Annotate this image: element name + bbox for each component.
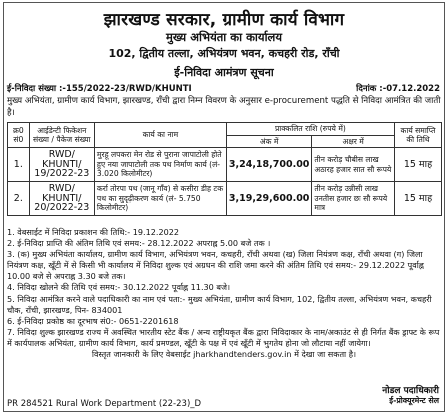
pr-number: PR 284521 Rural Work Department (22-23)_D	[7, 399, 202, 409]
govt-department-title: झारखण्ड सरकार, ग्रामीण कार्य विभाग	[103, 10, 345, 30]
tender-reference-number: ई-निविदा संख्या :-155/2022-23/RWD/KHUNTI	[7, 84, 192, 94]
point-fee-draft: 7. निविदा शुल्क झारखण्ड राज्य में अवस्थित भारतीय स्टेट बैंक / अन्य राष्ट्रीयकृत बैंक द्वारा निविदाकार के नाम/अकाउंट से ही निर्गत बैंक ड्राफ्ट के रूप में कार्यपालक अभियंता, ग्रामीण कार्य विभाग, कार्य प्रमण्डल, खूँटी के पक्ष में एवं खूँटी में भुगतेय होना जो लौटाया नहीं जायेगा।	[7, 326, 440, 348]
row-work-name: मुरहू लपकरा मेन रोड से पुराना जापाटोली होते हुए नया जापाटोली तक पथ निर्माण कार्य (लं- 3.020 किलोमीटर)	[94, 148, 226, 182]
row-serial: 2.	[8, 182, 30, 216]
table-row	[8, 148, 442, 182]
row-serial: 1.	[8, 148, 30, 182]
signatory-title: नोडल पदाधिकारी	[382, 386, 439, 396]
col-id-header: आईडेन्टी फिकेशन संख्या / पैकेज संख्या	[29, 123, 94, 148]
row-completion-time: 15 माह	[394, 148, 441, 182]
notice-title: ई-निविदा आमंत्रण सूचना	[174, 66, 274, 79]
row-id: RWD/ KHUNTI/ 19/2022-23	[29, 148, 94, 182]
col-serial-header: क्र0 सं0	[8, 123, 30, 148]
point-inviting-officer: 5. निविदा आमंत्रित करने वाले पदाधिकारी का नाम एवं पता:- मुख्य अभियंता, ग्रामीण कार्य विभाग, 102, द्वितीय तल्ला, अभियंत्रण भवन, कचहरी चौक, राँची, झारखण्ड, पिन- 834001	[7, 293, 432, 315]
point-phone: 6. ई-निविदा प्रकोष्ठ का दूरभाष सं0:- 0651-2201618	[7, 315, 179, 326]
col-work-header: कार्य का नाम	[94, 123, 226, 148]
col-cost-header: प्राक्कलित राशि (रुपये में)	[226, 123, 394, 136]
intro-text: मुख्य अभियंता, ग्रामीण कार्य विभाग, झारखण्ड, राँची द्वारा निम्न विवरण के अनुसार e-procurement पद्धति से निविदा आमंत्रित की जाती है।	[7, 96, 441, 118]
point-fee-deposit: 3. (क) मुख्य अभियंता कार्यालय, ग्रामीण कार्य विभाग, अभियंत्रण भवन, कचहरी, राँची अथवा (ख) जिला नियंत्रण कक्ष, राँची अथवा (ग) जिला नियंत्रण कक्ष, खूँटी में से किसी भी कार्यालय में निविदा शुल्क एवं अग्रधन की राशि जमा करने की अंतिम तिथि एवं समय:- 29.12.2022 पूर्वाह्न 10.00 बजे से अपराह्न 3.30 बजे तक।	[7, 249, 424, 282]
col-time-header: कार्य समाप्ति की तिथि	[394, 123, 441, 148]
point-website: विस्तृत जानकारी के लिए वेबसाईट jharkhandtenders.gov.in में देखा जा सकता है।	[91, 349, 357, 360]
row-amount-words: तीन करोड़ चौबीस लाख अठारह हजार सात सौ रूपये	[312, 148, 395, 182]
col-amount-words-header: अक्षर में	[312, 135, 395, 148]
row-work-name: कर्रा तोरपा पथ (जानू गाँव) से कसीरा डीह टक पथ का सुदृढ़ीकरण कार्य (लं- 5.750 किलोमीटर)	[94, 182, 226, 216]
tender-notice	[3, 2, 445, 412]
point-submission-deadline: 2. ई-निविदा प्राप्ति की अंतिम तिथि एवं समय:- 28.12.2022 अपराह्न 5.00 बजे तक ।	[7, 238, 271, 249]
row-id: RWD/ KHUNTI/ 20/2022-23	[29, 182, 94, 216]
col-amount-num-header: अंक में	[226, 135, 312, 148]
row-completion-time: 15 माह	[394, 182, 441, 216]
notice-points	[7, 227, 441, 360]
row-amount-words: तीन करोड़ उन्नीसी लाख उनतीस हजार छः सौ रूपये मात्र	[312, 182, 395, 216]
row-amount: 3,24,18,700.00	[226, 148, 312, 182]
point-opening-date: 4. निविदा खोलने की तिथि एवं समय:- 30.12.2022 पूर्वाह्न 11.30 बजे।	[7, 282, 231, 293]
row-amount: 3,19,29,600.00	[226, 182, 312, 216]
table-row	[8, 182, 442, 216]
office-name: मुख्य अभियंता का कार्यालय	[165, 30, 283, 44]
signatory-cell: ई-प्रोक्यूरमेन्ट सेल	[389, 396, 439, 405]
notice-date: दिनांक :-07.12.2022	[356, 84, 440, 94]
tender-table	[7, 122, 442, 216]
office-address: 102, द्वितीय तल्ला, अभियंत्रण भवन, कचहरी रोड, राँची	[108, 47, 340, 60]
point-publication-date: 1. वेबसाईट में निविदा प्रकाशन की तिथि:- 19.12.2022	[7, 227, 180, 237]
